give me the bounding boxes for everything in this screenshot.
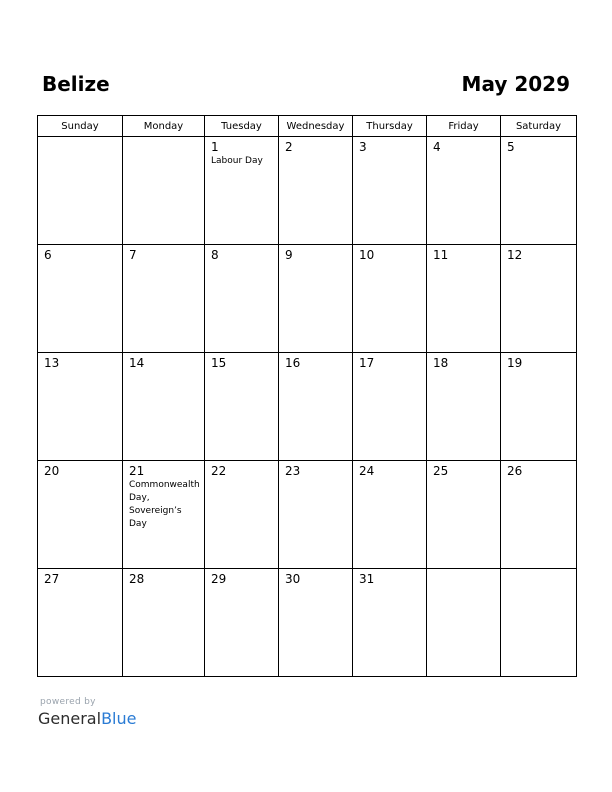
day-number: 9 (285, 248, 293, 262)
day-number: 18 (433, 356, 449, 370)
generalblue-logo[interactable] (38, 709, 136, 728)
weekday-header: Tuesday (205, 116, 279, 137)
day-cell (279, 461, 353, 569)
day-number: 2 (285, 140, 293, 154)
day-cell (38, 569, 123, 677)
day-cell (427, 461, 501, 569)
logo-general-text: General (38, 709, 102, 728)
day-number: 1 (211, 140, 219, 154)
week-row (38, 353, 577, 461)
day-number: 15 (211, 356, 227, 370)
day-cell (427, 137, 501, 245)
day-cell (123, 461, 205, 569)
day-number: 16 (285, 356, 301, 370)
day-number: 4 (433, 140, 441, 154)
day-number: 12 (507, 248, 523, 262)
day-number: 25 (433, 464, 449, 478)
day-number: 3 (359, 140, 367, 154)
day-cell (427, 569, 501, 677)
day-cell (38, 245, 123, 353)
day-cell (205, 461, 279, 569)
day-number: 22 (211, 464, 227, 478)
day-cell (38, 353, 123, 461)
day-cell (353, 461, 427, 569)
day-number: 8 (211, 248, 219, 262)
day-cell (38, 461, 123, 569)
day-number: 30 (285, 572, 301, 586)
week-row (38, 245, 577, 353)
weekday-header: Saturday (501, 116, 577, 137)
holiday-label: Commonwealth Day, Sovereign’s Day (129, 480, 200, 529)
day-cell (279, 245, 353, 353)
day-number: 27 (44, 572, 60, 586)
day-cell (501, 137, 577, 245)
day-number: 14 (129, 356, 145, 370)
day-cell (123, 569, 205, 677)
day-number: 7 (129, 248, 137, 262)
day-cell (501, 461, 577, 569)
day-cell (353, 137, 427, 245)
day-number: 19 (507, 356, 523, 370)
day-cell (427, 245, 501, 353)
day-cell (501, 245, 577, 353)
day-number: 17 (359, 356, 375, 370)
day-cell (205, 245, 279, 353)
day-cell (38, 137, 123, 245)
day-cell (279, 569, 353, 677)
day-cell (501, 353, 577, 461)
day-cell (205, 569, 279, 677)
weekday-header: Thursday (353, 116, 427, 137)
day-number: 23 (285, 464, 301, 478)
week-row (38, 461, 577, 569)
day-number: 5 (507, 140, 515, 154)
holiday-label: Labour Day (211, 156, 263, 166)
weekday-header: Monday (123, 116, 205, 137)
day-cell (123, 245, 205, 353)
country-title: Belize (42, 72, 110, 96)
day-number: 6 (44, 248, 52, 262)
day-cell (353, 353, 427, 461)
weekday-header: Sunday (38, 116, 123, 137)
powered-by-label: powered by (40, 697, 96, 707)
day-number: 31 (359, 572, 375, 586)
weekday-header: Friday (427, 116, 501, 137)
day-number: 13 (44, 356, 60, 370)
week-row (38, 137, 577, 245)
day-number: 11 (433, 248, 449, 262)
day-cell (205, 353, 279, 461)
weekday-header-row (38, 116, 577, 137)
day-cell (279, 137, 353, 245)
calendar-grid (37, 115, 577, 677)
day-number: 28 (129, 572, 145, 586)
day-number: 21 (129, 464, 145, 478)
day-number: 20 (44, 464, 60, 478)
day-cell (353, 245, 427, 353)
day-cell (279, 353, 353, 461)
logo-blue-text: Blue (101, 709, 137, 728)
day-cell (427, 353, 501, 461)
weekday-header: Wednesday (279, 116, 353, 137)
week-row (38, 569, 577, 677)
day-cell (123, 137, 205, 245)
day-number: 24 (359, 464, 375, 478)
day-number: 10 (359, 248, 375, 262)
day-cell (501, 569, 577, 677)
day-cell (205, 137, 279, 245)
day-cell (123, 353, 205, 461)
month-year-title: May 2029 (461, 72, 570, 96)
day-number: 29 (211, 572, 227, 586)
day-cell (353, 569, 427, 677)
day-number: 26 (507, 464, 523, 478)
